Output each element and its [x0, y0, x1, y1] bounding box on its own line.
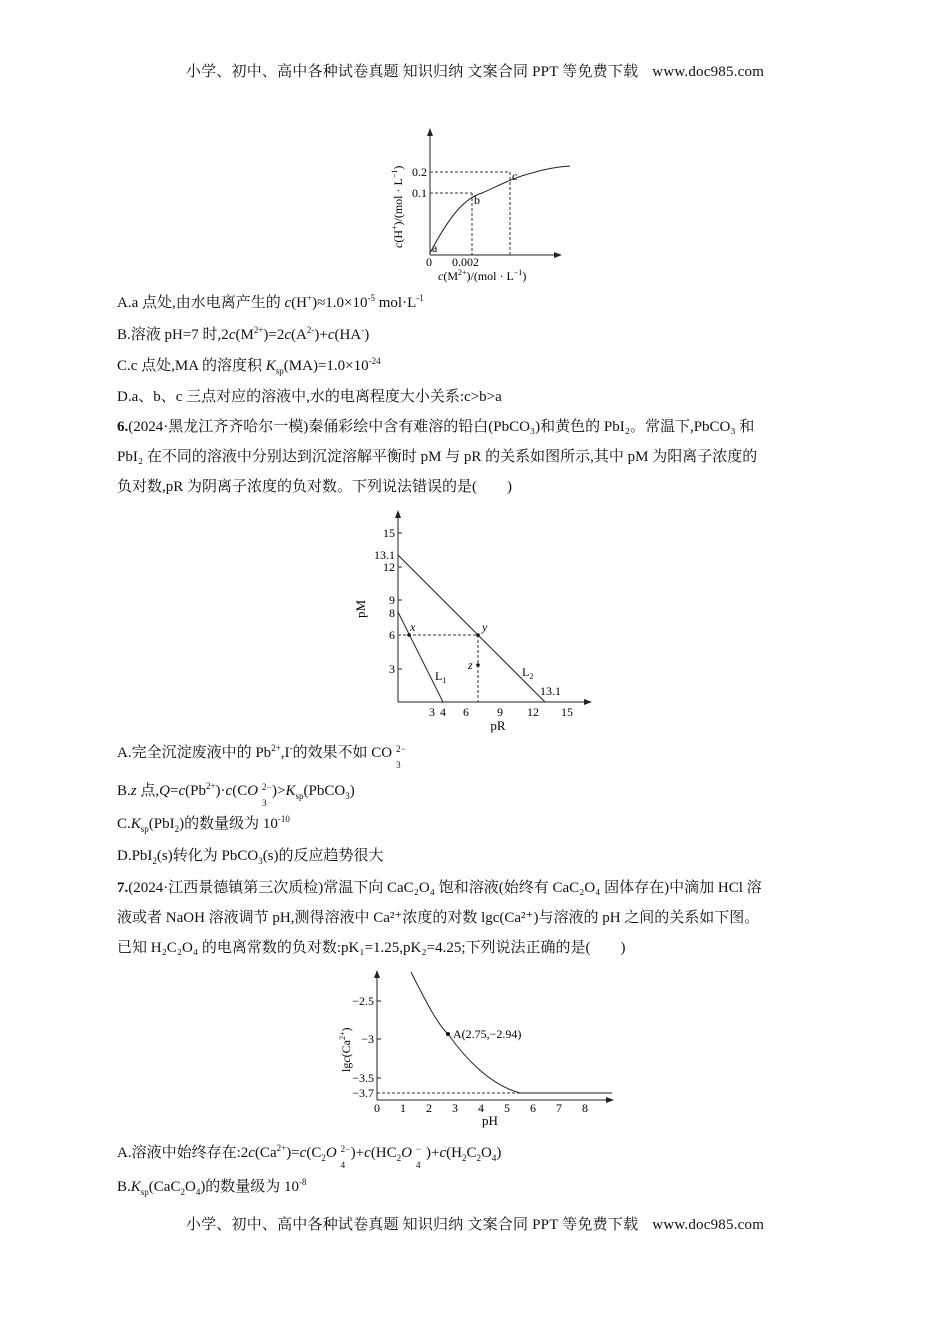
svg-text:13.1: 13.1: [374, 548, 395, 562]
header-url[interactable]: www.doc985.com: [652, 64, 765, 80]
svg-text:4: 4: [478, 1101, 484, 1115]
q7-number: 7.: [117, 880, 129, 896]
page-header: [0, 60, 950, 81]
q6-option-c: $C.K_{sp}(PbI_2)$的数量级为 $10^{-10}$: [117, 814, 290, 834]
chart-pm-vs-pr: [350, 510, 600, 735]
svg-text:15: 15: [561, 705, 573, 719]
svg-text:A(2.75,−2.94): A(2.75,−2.94): [453, 1027, 522, 1041]
page-footer: [0, 1213, 950, 1234]
q7-option-a: A.溶液中始终存在$:2c(Ca^{2+})=c(C_2O$ 2− 4 )$+c(HC_2O$ − 4 )$+c(H_2C_2O_4)$: [117, 1143, 502, 1170]
q6-option-d: D.PbI$_2$(s)转化为 PbCO$_3$(s)的反应趋势很大: [117, 848, 384, 866]
q6-stem-line2: PbI₂ 在不同的溶液中分别达到沉淀溶解平衡时 pM 与 pR 的关系如图所示,其中 pM 为阳离子浓度的: [117, 449, 758, 465]
svg-text:6: 6: [463, 705, 469, 719]
svg-text:c(H+)/(mol · L−1): $c(H^+)/(mol \cdot L^{-1})$: [390, 165, 405, 248]
svg-text:7: 7: [556, 1101, 562, 1115]
svg-text:0: 0: [426, 255, 432, 269]
svg-text:pM: pM: [353, 599, 368, 618]
svg-text:a: a: [432, 241, 438, 255]
q7-stem-line2: 液或者 NaOH 溶液调节 pH,测得溶液中 Ca²⁺浓度的对数 lgc(Ca²⁺)与溶液的 pH 之间的关系如下图。: [117, 910, 760, 926]
chart-h-vs-m: [380, 120, 580, 290]
svg-text:2: 2: [426, 1101, 432, 1115]
svg-text:5: 5: [504, 1101, 510, 1115]
svg-text:1: 1: [400, 1101, 406, 1115]
svg-text:4: 4: [440, 705, 446, 719]
q6-option-a: A.完全沉淀废液中的 $Pb^{2+},I^-$的效果不如 CO 2− 3: [117, 743, 406, 770]
svg-text:−3: −3: [361, 1032, 374, 1046]
svg-text:y: y: [482, 620, 488, 634]
q5-option-d: D.a、b、c 三点对应的溶液中,水的电离程度大小关系:c>b>a: [117, 389, 502, 405]
svg-text:−3.5: −3.5: [352, 1071, 374, 1085]
svg-text:0.1: 0.1: [412, 186, 427, 200]
q7-stem: [117, 873, 829, 963]
q7-stem-line3: 已知 H₂C₂O₄ 的电离常数的负对数:pK₁=1.25,pK₂=4.25;下列说法正确的是( ): [117, 940, 626, 956]
q6-stem-line3: 负对数,pR 为阴离子浓度的负对数。下列说法错误的是( ): [117, 479, 512, 495]
svg-text:6: 6: [530, 1101, 536, 1115]
svg-text:3: 3: [429, 705, 435, 719]
svg-text:3: 3: [389, 662, 395, 676]
footer-url[interactable]: www.doc985.com: [652, 1217, 765, 1233]
q6-number: 6.: [117, 419, 129, 435]
svg-text:c(M2+)/(mol · L−1): $c(M^{2+})/(mol \cdot L^{-1})$: [438, 268, 527, 283]
svg-text:lgc(Ca2+): $\lg c(Ca^{2+})$: [338, 1027, 353, 1072]
svg-text:13.1: 13.1: [540, 684, 561, 698]
footer-text: 小学、初中、高中各种试卷真题 知识归纳 文案合同 PPT 等免费下载: [185, 1217, 639, 1233]
svg-text:c: c: [512, 169, 518, 183]
svg-text:b: b: [474, 193, 480, 207]
chart-lgca-vs-ph: [330, 970, 620, 1130]
svg-text:x: x: [410, 620, 416, 634]
svg-text:8: 8: [389, 606, 395, 620]
svg-text:6: 6: [389, 628, 395, 642]
svg-text:L2: $L_2$: [522, 665, 534, 681]
q5-option-c: C.c 点处,MA 的溶度积 $K_{sp}(MA)=1.0\times 10^{-24}$: [117, 356, 381, 376]
svg-text:9: 9: [389, 593, 395, 607]
q6-option-b: B.z 点$,Q=c(Pb^{2+})\cdot c(CO$ 2− 3 )$>K_{sp}(PbCO_3)$: [117, 781, 355, 808]
svg-text:−3.7: −3.7: [352, 1086, 374, 1100]
q7-stem-line1: (2024·江西景德镇第三次质检)常温下向 CaC₂O₄ 饱和溶液(始终有 CaC₂O₄ 固体存在)中滴加 HCl 溶: [128, 880, 762, 896]
svg-text:15: 15: [383, 526, 395, 540]
svg-text:12: 12: [527, 705, 539, 719]
svg-text:L1: $L_1$: [435, 669, 447, 685]
q5-option-a: A.a 点处,由水电离产生的 $c(H^+)\approx 1.0\times 10^{-5}$ $mol\cdot L^{-1}$: [117, 293, 424, 311]
svg-text:−2.5: −2.5: [352, 994, 374, 1008]
svg-text:12: 12: [383, 560, 395, 574]
q5-option-b: B.溶液 pH=7 时$,2c(M^{2+})=2c(A^{2-})+c(HA^-)$: [117, 325, 370, 343]
q6-stem-line1: (2024·黑龙江齐齐哈尔一模)秦俑彩绘中含有难溶的铅白(PbCO₃)和黄色的 PbI₂。常温下,PbCO₃ 和: [128, 419, 755, 435]
svg-text:pH: pH: [482, 1113, 498, 1128]
svg-text:8: 8: [582, 1101, 588, 1115]
svg-text:0.2: 0.2: [412, 165, 427, 179]
svg-text:3: 3: [452, 1101, 458, 1115]
svg-text:9: 9: [497, 705, 503, 719]
svg-text:0: 0: [374, 1101, 380, 1115]
svg-text:0.002: 0.002: [452, 255, 479, 269]
svg-text:pR: pR: [490, 718, 506, 733]
header-text: 小学、初中、高中各种试卷真题 知识归纳 文案合同 PPT 等免费下载: [185, 64, 639, 80]
svg-text:z: z: [468, 658, 473, 672]
q6-stem: [117, 412, 829, 502]
q7-option-b: $B.K_{sp}(CaC_2O_4)$的数量级为 $10^{-8}$: [117, 1177, 307, 1197]
